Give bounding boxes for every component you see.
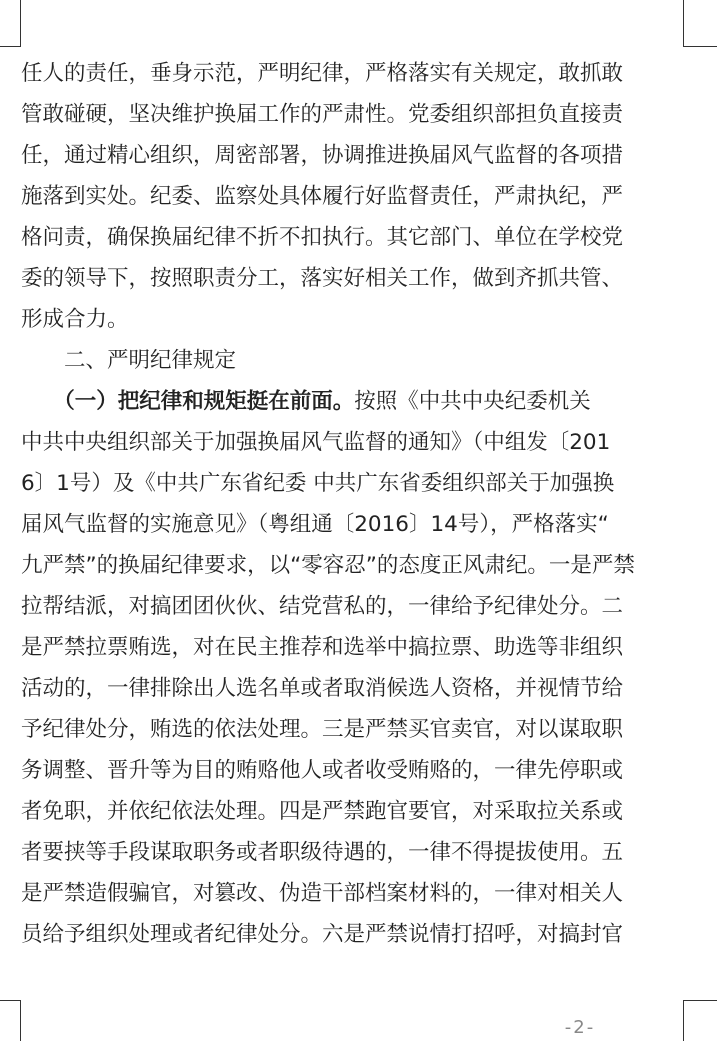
subsection-heading: （一）把纪律和规矩挺在前面。 [21, 389, 355, 414]
text-line: 届风气监督的实施意见》（粤组通〔2016〕14号），严格落实“ [21, 512, 609, 537]
text-line: 管敢碰硬，坚决维护换届工作的严肃性。党委组织部担负直接责 [21, 102, 624, 127]
text-line: 施落到实处。纪委、监察处具体履行好监督责任，严肃执纪，严 [21, 184, 624, 209]
text-line: 是严禁造假骗官，对篡改、伪造干部档案材料的，一律对相关人 [21, 881, 624, 906]
page-number: -2- [564, 1017, 596, 1038]
text-line: 予纪律处分，贿选的依法处理。三是严禁买官卖官，对以谋取职 [21, 717, 624, 742]
text-line: 是严禁拉票贿选，对在民主推荐和选举中搞拉票、助选等非组织 [21, 635, 624, 660]
text-line: 拉帮结派，对搞团团伙伙、结党营私的，一律给予纪律处分。二 [21, 594, 624, 619]
crop-mark-bottom-left [0, 1000, 21, 1041]
text-line: 委的领导下，按照职责分工，落实好相关工作，做到齐抓共管、 [21, 266, 624, 291]
text-line: 任人的责任，垂身示范，严明纪律，严格落实有关规定，敢抓敢 [21, 61, 624, 86]
text-line: 中共中央组织部关于加强换届风气监督的通知》（中组发〔201 [21, 430, 611, 455]
crop-mark-top-left [0, 0, 21, 47]
text-line [21, 382, 685, 422]
text-line: 者要挟等手段谋取职务或者职级待遇的，一律不得提拔使用。五 [21, 840, 624, 865]
text-line: 活动的，一律排除出人选名单或者取消候选人资格，并视情节给 [21, 676, 624, 701]
text-line: 者免职，并依纪依法处理。四是严禁跑官要官，对采取拉关系或 [21, 799, 624, 824]
text-line: 员给予组织处理或者纪律处分。六是严禁说情打招呼，对搞封官 [21, 922, 624, 947]
crop-mark-top-right [683, 0, 717, 47]
text-line: 任，通过精心组织，周密部署，协调推进换届风气监督的各项措 [21, 143, 624, 168]
crop-mark-bottom-right [683, 1000, 717, 1041]
text-line: 格问责，确保换届纪律不折不扣执行。其它部门、单位在学校党 [21, 225, 624, 250]
text-line: 九严禁”的换届纪律要求，以“零容忍”的态度正风肃纪。一是严禁 [21, 553, 635, 578]
text-line: 务调整、晋升等为目的贿赂他人或者收受贿赂的，一律先停职或 [21, 758, 624, 783]
text-run: 按照《中共中央纪委机关 [354, 389, 591, 414]
text-line: 6〕1号）及《中共广东省纪委 中共广东省委组织部关于加强换 [21, 471, 615, 496]
text-line: 形成合力。 [21, 307, 129, 332]
section-heading: 二、严明纪律规定 [21, 348, 237, 373]
